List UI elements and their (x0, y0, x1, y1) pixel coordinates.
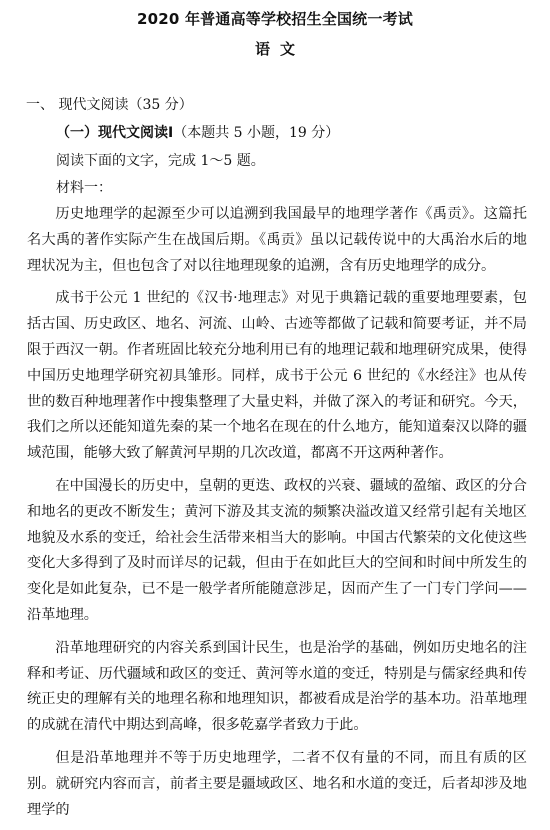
passage-body (27, 202, 527, 830)
passage-paragraph: 沿革地理研究的内容关系到国计民生，也是治学的基础，例如历史地名的注释和考证、历代疆域和政区的变迁、黄河等水道的变迁，特别是与儒家经典和传统正史的理解有关的地理名称和地理知识，都被看成是治学的基本功。沿革地理的成就在清代中期达到高峰，很多乾嘉学者致力于此。 (27, 639, 527, 734)
exam-title: 2020 年普通高等学校招生全国统一考试 (137, 10, 413, 28)
material-label: 材料一： (56, 180, 112, 196)
sub-section-label: （一）现代文阅读Ⅰ (56, 125, 174, 141)
instruction-text: 阅读下面的文字，完成 1～5 题。 (56, 153, 265, 169)
exam-subject: 语文 (254, 40, 305, 58)
passage-paragraph: 成书于公元 1 世纪的《汉书·地理志》对见于典籍记载的重要地理要素，包括古国、历史政区、地名、河流、山岭、古迹等都做了记载和简要考证，并不局限于西汉一朝。作者班固比较充分地利用已有的地理记载和地理研究成果，使得中国历史地理学研究初具雏形。同样，成书于公元 6 世纪的《水经注》也从传世的数百种地理著作中搜集整理了大量史料，并做了深入的考证和研究。今天，我们之所以还能知道先秦的某一个地名在现在的什么地方，能知道秦汉以降的疆域范围，能够大致了解黄河早期的几次改道，都离不开这两种著作。 (27, 290, 527, 462)
section-heading: 一、 现代文阅读（35 分） (26, 97, 193, 113)
sub-section-heading (56, 122, 339, 142)
passage-paragraph: 历史地理学的起源至少可以追溯到我国最早的地理学著作《禹贡》。这篇托名大禹的著作实际产生在战国后期。《禹贡》虽以记载传说中的大禹治水后的地理状况为主，但也包含了对以往地理现象的追溯，含有历史地理学的成分。 (27, 206, 527, 274)
passage-paragraph: 但是沿革地理并不等于历史地理学，二者不仅有量的不同，而且有质的区别。就研究内容而言，前者主要是疆域政区、地名和水道的变迁，后者却涉及地理学的 (27, 749, 527, 818)
sub-section-note: （本题共 5 小题，19 分） (173, 125, 340, 141)
passage-paragraph: 在中国漫长的历史中，皇朝的更迭、政权的兴衰、疆域的盈缩、政区的分合和地名的更改不断发生；黄河下游及其支流的频繁决溢改道又经常引起有关地区地貌及水系的变迁，给社会生活带来相当大的影响。中国古代繁荣的文化使这些变化大多得到了及时而详尽的记载，但由于在如此巨大的空间和时间中所发生的变化是如此复杂，已不是一般学者所能随意涉足，因而产生了一门专门学问——沿革地理。 (27, 477, 527, 623)
